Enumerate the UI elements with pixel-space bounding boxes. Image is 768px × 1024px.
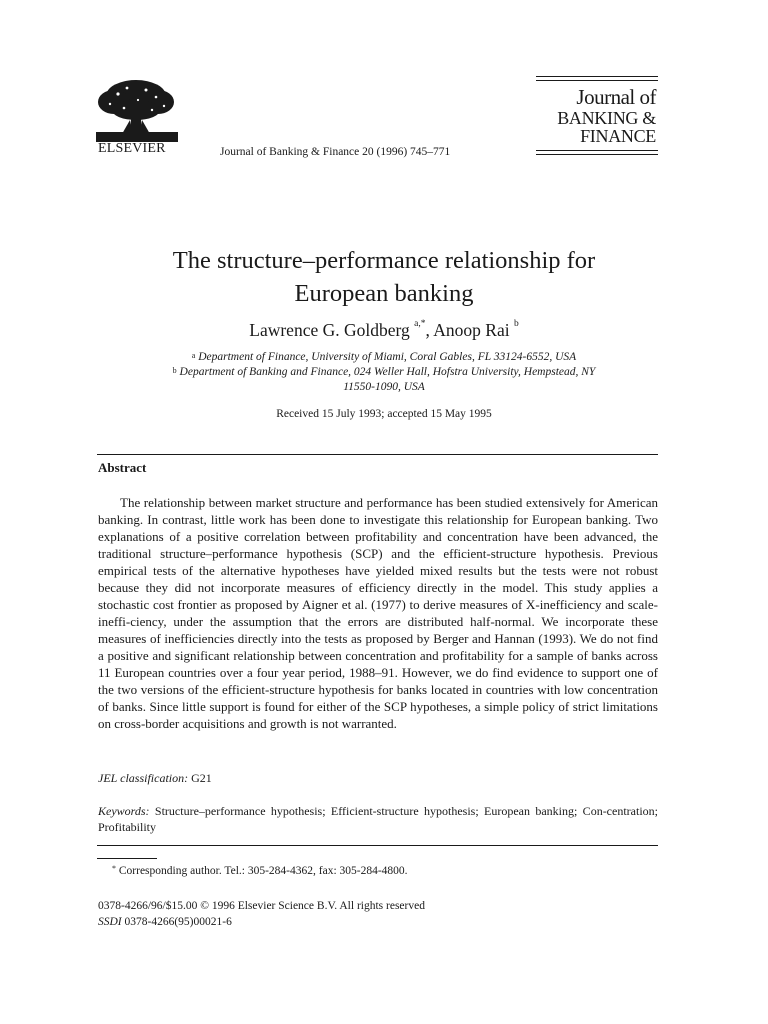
author-name: Lawrence G. Goldberg bbox=[249, 320, 410, 340]
abstract-bottom-rule bbox=[97, 845, 658, 846]
publisher-name: ELSEVIER bbox=[98, 141, 166, 156]
abstract-body: The relationship between market structure and performance has been studied extensively for American banking. In contrast, little work has been done to investigate this relationship for European banking. Two explanations of a positive correlation between profitability and concentration have been advanced, the traditional structure–performance hypothesis (SCP) and the efficient-structure hypothesis. Previous empirical tests of the alternative hypotheses have yielded mixed results but the tests were not robust because they did not incorporate measures of efficiency directly in the model. This study applies a stochastic cost frontier as proposed by Aigner et al. (1977) to derive measures of X-inefficiency and scale-ineffi-ciency, under the assumption that the errors are distributed half-normal. We incorporate these measures of inefficiencies directly into the tests as proposed by Berger and Hannan (1993). We do not find a positive and significant relationship between concentration and profitability for a sample of banks across 11 European countries over a four year period, 1988–91. However, we do find evidence to support one of the two versions of the efficient-structure hypothesis for banks located in countries with low concentration of banks. Since little support is found for either of the SCP hypotheses, a simple policy of strict limitations on cross-border acquisitions and growth is not warranted. bbox=[98, 495, 658, 731]
journal-logo bbox=[536, 76, 658, 158]
affiliation-text: Department of Banking and Finance, 024 Weller Hall, Hofstra University, Hempstead, NY bbox=[179, 366, 596, 378]
copyright-line: 0378-4266/96/$15.00 © 1996 Elsevier Science B.V. All rights reserved bbox=[98, 900, 425, 912]
footnote-rule bbox=[97, 858, 157, 859]
affiliations bbox=[0, 350, 768, 395]
keywords bbox=[98, 803, 658, 835]
author-name: Anoop Rai bbox=[433, 320, 510, 340]
abstract-top-rule bbox=[97, 454, 658, 455]
affiliation-a bbox=[0, 350, 768, 365]
jel-label: JEL classification: bbox=[98, 771, 189, 785]
footnote-mark: * bbox=[112, 864, 116, 873]
paper-title-line2: European banking bbox=[294, 280, 474, 307]
jel-classification bbox=[98, 771, 212, 786]
paper-title bbox=[0, 244, 768, 310]
ssdi-value: 0378-4266(95)00021-6 bbox=[124, 916, 232, 928]
affiliation-mark: a bbox=[191, 351, 196, 360]
author-affiliation-mark: a,* bbox=[414, 319, 426, 329]
footnote bbox=[112, 865, 408, 877]
paper-title-line1: The structure–performance relationship for bbox=[172, 247, 596, 274]
journal-logo-line2: BANKING & bbox=[557, 108, 656, 128]
author-list bbox=[0, 320, 768, 341]
ssdi-line bbox=[98, 914, 425, 930]
affiliation-text: Department of Finance, University of Miami, Coral Gables, FL 33124-6552, USA bbox=[198, 351, 577, 363]
footnote-text: Corresponding author. Tel.: 305-284-4362, fax: 305-284-4800. bbox=[118, 865, 408, 877]
ssdi-label: SSDI bbox=[98, 916, 122, 928]
publisher-tree-logo bbox=[96, 76, 178, 142]
journal-logo-line3: FINANCE bbox=[580, 126, 656, 146]
journal-citation: Journal of Banking & Finance 20 (1996) 745–771 bbox=[220, 146, 451, 158]
journal-logo-line1: Journal of bbox=[576, 85, 656, 109]
affiliation-b bbox=[0, 365, 768, 380]
author-separator: , bbox=[425, 320, 430, 340]
affiliation-mark: b bbox=[172, 366, 177, 375]
copyright-block bbox=[98, 898, 425, 930]
author-affiliation-mark: b bbox=[514, 319, 519, 329]
jel-value: G21 bbox=[191, 771, 212, 785]
keywords-label: Keywords: bbox=[98, 804, 150, 818]
abstract-heading: Abstract bbox=[98, 460, 147, 475]
keywords-value: Structure–performance hypothesis; Efficient-structure hypothesis; European banking; Con-centration; Profitability bbox=[98, 804, 658, 834]
received-dates: Received 15 July 1993; accepted 15 May 1995 bbox=[276, 408, 492, 420]
affiliation-b-continued: 11550-1090, USA bbox=[343, 381, 425, 393]
